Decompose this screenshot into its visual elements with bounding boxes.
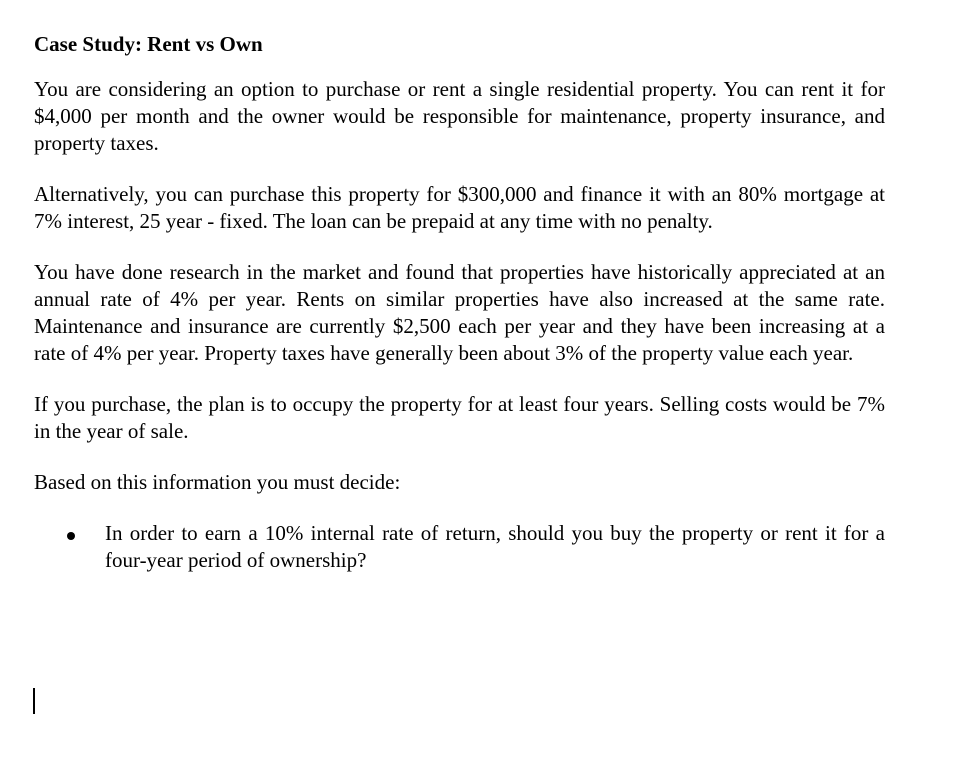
paragraph-purchase-option: Alternatively, you can purchase this property for $300,000 and finance it with an 80% mortgage at 7% interest, 25 year - fixed. The loan can be prepaid at any time with no penalty.	[34, 182, 885, 233]
paragraph-occupancy-plan: If you purchase, the plan is to occupy the property for at least four years. Selling costs would be 7% in the year of sale.	[34, 392, 885, 443]
document-title: Case Study: Rent vs Own	[34, 32, 263, 56]
paragraph-market-research: You have done research in the market and found that properties have historically appreciated at an annual rate of 4% per year. Rents on similar properties have also increased at the same rate. Maintenance and insurance are currently $2,500 each per year and they have been increasing at a rate of 4% per year. Property taxes have generally been about 3% of the property value each year.	[34, 260, 885, 365]
bullet-icon	[67, 532, 75, 540]
document-body[interactable]	[34, 30, 885, 574]
list-item	[34, 520, 885, 574]
text-cursor	[33, 688, 35, 714]
bullet-text: In order to earn a 10% internal rate of return, should you buy the property or rent it for a four-year period of ownership?	[105, 521, 885, 572]
paragraph-rent-option: You are considering an option to purchase or rent a single residential property. You can rent it for $4,000 per month and the owner would be responsible for maintenance, property insurance, and property taxes.	[34, 77, 885, 155]
paragraph-decision-intro: Based on this information you must decide:	[34, 470, 401, 494]
decision-bullet-list	[34, 520, 885, 574]
